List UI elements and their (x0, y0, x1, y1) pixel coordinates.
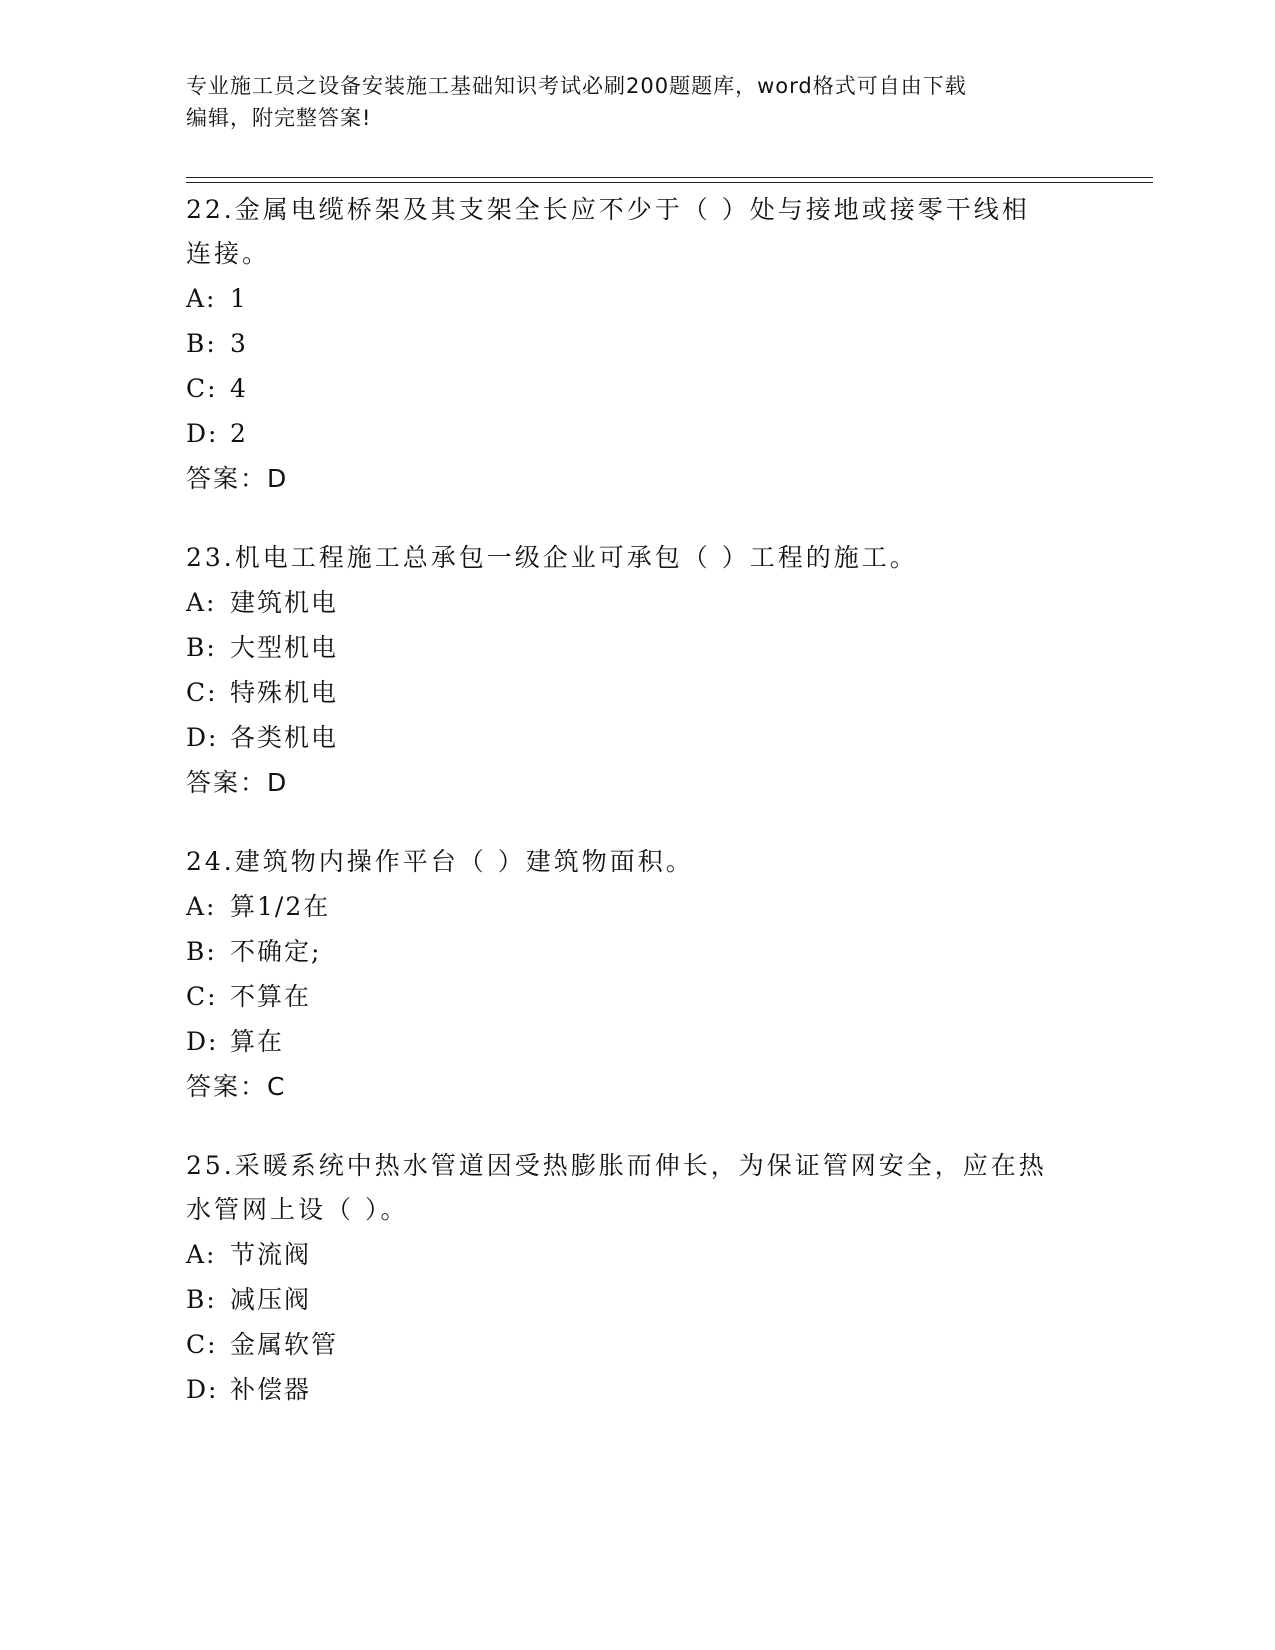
option-d (186, 715, 1086, 760)
header-line-2: 编辑，附完整答案! (186, 106, 372, 130)
option-c (186, 1322, 1086, 1367)
option-letter: C: (186, 982, 218, 1011)
question-stem-line: 23.机电工程施工总承包一级企业可承包（ ）工程的施工。 (186, 543, 918, 572)
option-letter: C: (186, 1330, 218, 1359)
option-letter: A: (186, 1240, 217, 1269)
answer-line: 答案：D (186, 768, 289, 797)
answer-line: 答案：D (186, 464, 289, 493)
option-d (186, 1019, 1086, 1064)
question-24 (186, 840, 1086, 1109)
question-stem-line: 连接。 (186, 239, 271, 268)
question-22 (186, 188, 1086, 501)
question-stem (186, 1144, 1086, 1232)
option-text: 不算在 (230, 982, 312, 1011)
option-text: 算在 (230, 1027, 285, 1056)
option-text: 建筑机电 (230, 588, 339, 617)
option-b (186, 625, 1086, 670)
option-letter: D: (186, 1027, 219, 1056)
answer-line: 答案：C (186, 1072, 287, 1101)
question-stem (186, 840, 1086, 884)
option-letter: B: (186, 1285, 217, 1314)
option-text: 各类机电 (230, 723, 339, 752)
option-c (186, 974, 1086, 1019)
option-a (186, 580, 1086, 625)
option-d (186, 1367, 1086, 1412)
option-text: 大型机电 (230, 633, 339, 662)
option-text: 算1/2在 (230, 892, 331, 921)
option-letter: D: (186, 1375, 219, 1404)
option-text: 金属软管 (230, 1330, 339, 1359)
option-text: 补偿器 (230, 1375, 312, 1404)
option-letter: C: (186, 374, 218, 403)
question-stem (186, 188, 1086, 276)
option-c (186, 366, 1086, 411)
option-text: 不确定; (230, 937, 322, 966)
option-letter: B: (186, 329, 217, 358)
question-stem-line: 22.金属电缆桥架及其支架全长应不少于（ ）处与接地或接零干线相 (186, 195, 1030, 224)
option-b (186, 1277, 1086, 1322)
option-text: 2 (230, 419, 248, 448)
option-text: 节流阀 (230, 1240, 312, 1269)
header-line-1: 专业施工员之设备安装施工基础知识考试必刷200题题库，word格式可自由下载 (186, 74, 967, 98)
document-header (186, 70, 1086, 134)
option-text: 3 (230, 329, 248, 358)
option-text: 减压阀 (230, 1285, 312, 1314)
option-letter: A: (186, 892, 217, 921)
option-a (186, 884, 1086, 929)
question-stem-line: 25.采暖系统中热水管道因受热膨胀而伸长，为保证管网安全，应在热 (186, 1151, 1047, 1180)
option-letter: A: (186, 588, 217, 617)
question-stem (186, 536, 1086, 580)
option-c (186, 670, 1086, 715)
question-25 (186, 1144, 1086, 1412)
option-letter: D: (186, 419, 219, 448)
option-text: 4 (230, 374, 248, 403)
option-d (186, 411, 1086, 456)
option-a (186, 1232, 1086, 1277)
option-letter: D: (186, 723, 219, 752)
option-b (186, 929, 1086, 974)
option-text: 1 (230, 284, 248, 313)
option-letter: A: (186, 284, 217, 313)
question-stem-line: 24.建筑物内操作平台（ ）建筑物面积。 (186, 847, 694, 876)
option-b (186, 321, 1086, 366)
header-divider (186, 177, 1153, 183)
option-letter: B: (186, 633, 217, 662)
question-23 (186, 536, 1086, 805)
option-text: 特殊机电 (230, 678, 339, 707)
option-a (186, 276, 1086, 321)
option-letter: C: (186, 678, 218, 707)
option-letter: B: (186, 937, 217, 966)
question-stem-line: 水管网上设（ ）。 (186, 1195, 409, 1224)
